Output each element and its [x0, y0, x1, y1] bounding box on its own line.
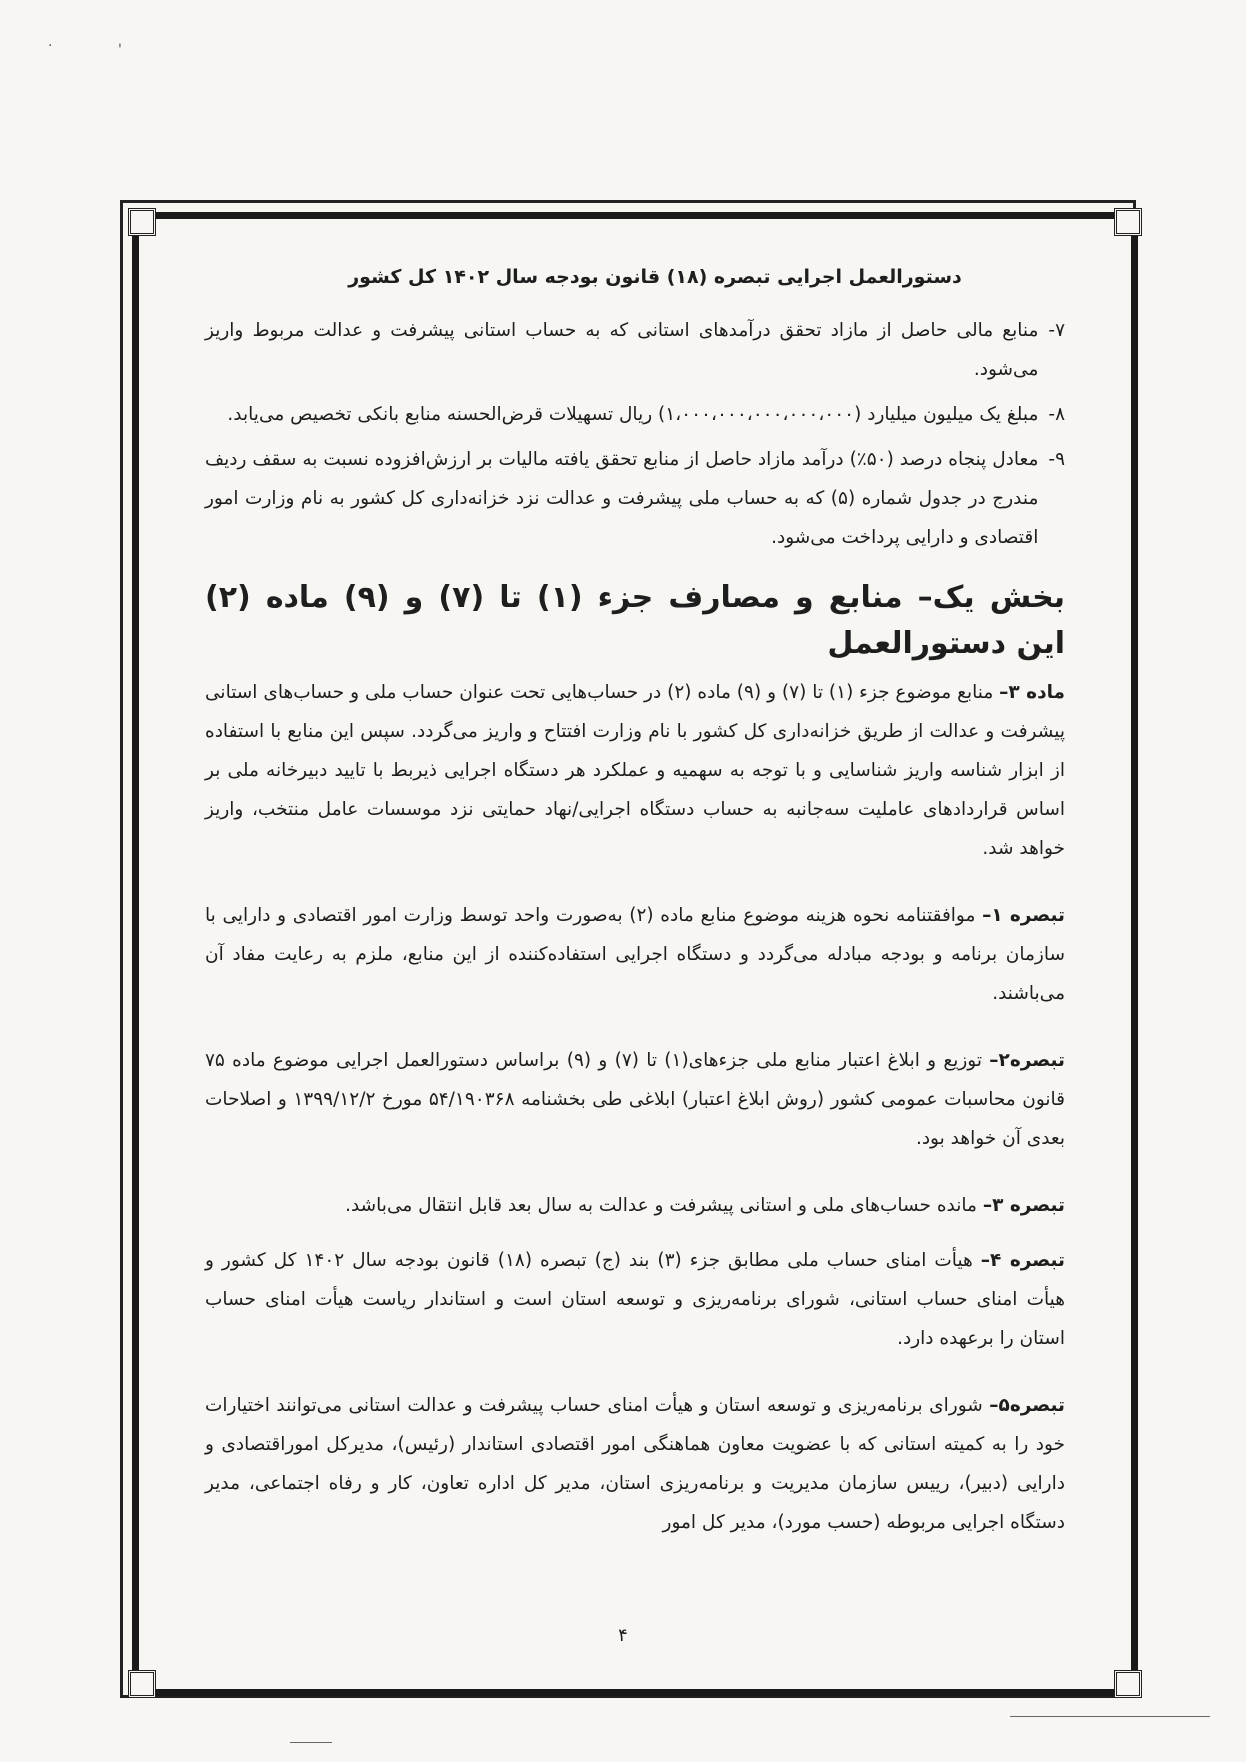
border-corner-ornament — [1114, 1670, 1142, 1698]
list-item-number: ۸- — [1048, 404, 1065, 425]
note-lead: تبصره ۴– — [980, 1250, 1065, 1271]
note-paragraph — [205, 896, 1065, 1013]
scan-speck: ' — [118, 42, 122, 58]
scan-edge-line — [1010, 1716, 1210, 1717]
article-text: منابع موضوع جزء (۱) تا (۷) و (۹) ماده (۲) در حساب‌هایی تحت عنوان حساب ملی و حساب‌های استانی پیشرفت و عدالت از طریق خزانه‌داری کل کشور با نام وزارت افتتاح و واریز می‌گردد. سپس این منابع با استفاده از ابزار شناسه واریز شناسایی و با توجه به سهمیه و عملکرد هر دستگاه اجرایی ذیربط با تایید دبیرخانه ملی بر اساس قراردادهای عاملیت سه‌جانبه به حساب دستگاه اجرایی/نهاد حمایتی نزد موسسات عامل منتخب، واریز خواهد شد. — [205, 682, 1065, 859]
border-corner-ornament — [1114, 208, 1142, 236]
page-number: ۴ — [618, 1625, 628, 1646]
list-item-text: معادل پنجاه درصد (۵۰٪) درآمد مازاد حاصل از منابع تحقق یافته مالیات بر ارزش‌افزوده نسبت به سقف ردیف مندرج در جدول شماره (۵) که به حساب ملی پیشرفت و عدالت نزد خزانه‌داری کل کشور به نام وزارت امور اقتصادی و دارایی پرداخت می‌شود. — [205, 449, 1039, 548]
article-paragraph — [205, 673, 1065, 868]
note-lead: تبصره ۱– — [982, 905, 1065, 926]
note-text: موافقتنامه نحوه هزینه موضوع منابع ماده (۲) به‌صورت واحد توسط وزارت امور اقتصادی و دارایی با سازمان برنامه و بودجه مبادله می‌گردد و دستگاه اجرایی استفاده‌کننده از این منابع، ملزم به رعایت مفاد آن می‌باشند. — [205, 905, 1065, 1004]
list-item-number: ۹- — [1048, 449, 1065, 470]
note-text: شورای برنامه‌ریزی و توسعه استان و هیأت امنای حساب پیشرفت و عدالت استانی می‌توانند اختیارات خود را به کمیته استانی که با عضویت معاون هماهنگی امور اقتصادی استاندار (رئیس)، مدیرکل اموراقتصادی و دارایی (دبیر)، رییس سازمان مدیریت و برنامه‌ریزی استان، مدیر کل اداره تعاون، کار و رفاه اجتماعی، مدیر دستگاه اجرایی مربوطه (حسب مورد)، مدیر کل امور — [205, 1395, 1065, 1533]
note-paragraph — [205, 1241, 1065, 1358]
scan-speck: · — [48, 38, 53, 54]
note-text: توزیع و ابلاغ اعتبار منابع ملی جزءهای(۱) تا (۷) و (۹) براساس دستورالعمل اجرایی موضوع ماده ۷۵ قانون محاسبات عمومی کشور (روش ابلاغ اعتبار) ابلاغی طی بخشنامه ۵۴/۱۹۰۳۶۸ مورخ ۱۳۹۹/۱۲/۲ و اصلاحات بعدی آن خواهد بود. — [205, 1050, 1066, 1149]
note-paragraph — [205, 1041, 1065, 1158]
list-item-text: منابع مالی حاصل از مازاد تحقق درآمدهای استانی که به حساب استانی پیشرفت و عدالت مربوط واریز می‌شود. — [205, 320, 1039, 380]
note-text: مانده حساب‌های ملی و استانی پیشرفت و عدالت به سال بعد قابل انتقال می‌باشد. — [345, 1195, 983, 1216]
scan-edge-mark — [290, 1742, 332, 1743]
border-corner-ornament — [128, 1670, 156, 1698]
list-item — [205, 311, 1065, 389]
list-item — [205, 395, 1065, 434]
list-item — [205, 440, 1065, 557]
list-item-number: ۷- — [1048, 320, 1065, 341]
note-lead: تبصره ۳– — [982, 1195, 1065, 1216]
document-title: دستورالعمل اجرایی تبصره (۱۸) قانون بودجه سال ۱۴۰۲ کل کشور — [348, 266, 962, 288]
list-item-text: مبلغ یک میلیون میلیارد (۱،۰۰۰،۰۰۰،۰۰۰،۰۰۰،۰۰۰) ریال تسهیلات قرض‌الحسنه منابع بانکی تخصیص می‌یابد. — [227, 404, 1039, 425]
section-heading: بخش یک– منابع و مصارف جزء (۱) تا (۷) و (۹) ماده (۲) این دستورالعمل — [205, 580, 1066, 661]
article-lead: ماده ۳– — [999, 682, 1065, 703]
note-text: هیأت امنای حساب ملی مطابق جزء (۳) بند (ج) تبصره (۱۸) قانون بودجه سال ۱۴۰۲ کل کشور و هیأت امنای حساب استانی، شورای برنامه‌ریزی و توسعه استان است و استاندار ریاست هیأت امنای حساب استان را برعهده دارد. — [205, 1250, 1065, 1349]
note-paragraph — [205, 1186, 1065, 1225]
note-lead: تبصره۲– — [989, 1050, 1065, 1071]
note-paragraph — [205, 1386, 1065, 1542]
document-body — [205, 258, 1065, 1638]
note-lead: تبصره۵– — [989, 1395, 1065, 1416]
border-corner-ornament — [128, 208, 156, 236]
